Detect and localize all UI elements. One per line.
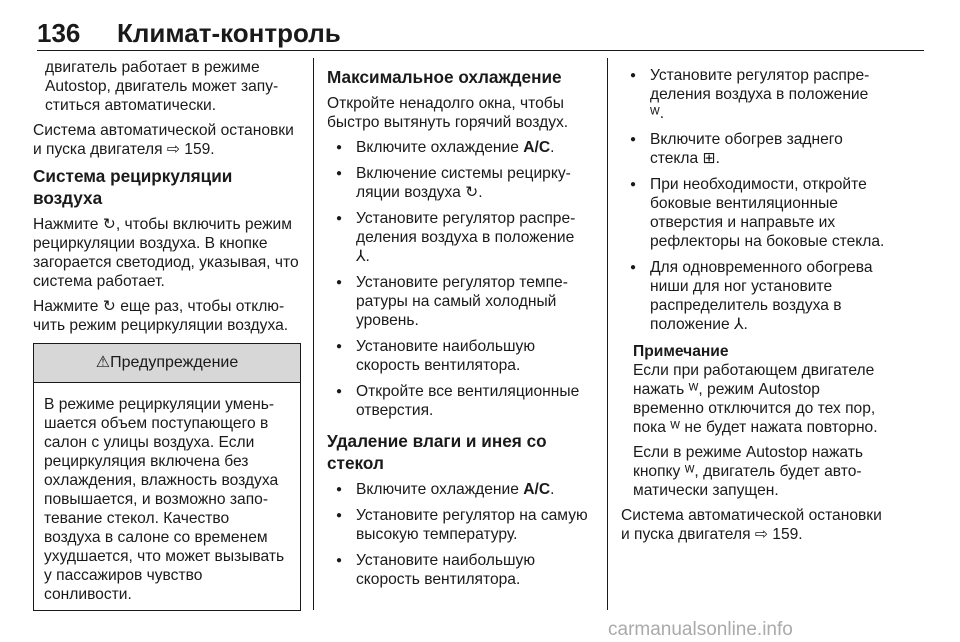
list-item: ● Включение системы рециркуляции воздуха ↻. [327,164,595,202]
reference-link[interactable]: 159. [772,526,803,543]
page-title: Климат-контроль [117,18,341,48]
list-item: ● Установите регулятор распределения воздуха в положение ⅄. [327,209,595,266]
system-reference: Система автоматической остановки и пуска двигателя ⇨ 159. [33,122,294,158]
windshield-defrost-icon: ᵂ [684,463,695,480]
windshield-defrost-icon: ᵂ [670,419,681,436]
column-3 [621,58,889,550]
list-item: ● Включите охлаждение A/C. [327,138,595,157]
intro-text: двигатель работает в режиме Autostop, двигатель может запуститься автоматически. [45,59,279,114]
note-title: Примечание [633,343,729,360]
list-item: ● Откройте все вентиляционные отверстия. [327,382,595,420]
list-item: ● Для одновременного обогрева ниши для ног установите распределитель воздуха в положение ⅄. [621,258,889,334]
list-item: ● Установите регулятор температуры на самый холодный уровень. [327,273,595,330]
windshield-defrost-icon: ᵂ [650,105,660,122]
column-divider [313,58,314,610]
system-reference: Система автоматической остановки и пуска двигателя ⇨ 159. [621,507,882,543]
warning-box [33,343,301,611]
warning-title: Предупреждение [110,354,239,371]
reference-arrow-icon: ⇨ [166,141,180,158]
warning-header [34,344,300,383]
recirculation-off-text: Нажмите ↻ еще раз, чтобы отключить режим рециркуляции воздуха. [33,298,289,334]
page-header [37,0,924,51]
column-1 [33,58,301,611]
recirculation-heading: Система рециркуляции воздуха [33,166,233,208]
watermark: carmanualsonline.info [608,619,793,640]
recirculation-on-text: Нажмите ↻, чтобы включить режим рециркуляции воздуха. В кнопке загорается светодиод, указывая, что система работает. [33,216,299,290]
column-divider [607,58,608,610]
air-distribution-foot-icon: ⅄ [733,316,744,333]
list-item: ● Установите наибольшую скорость вентилятора. [327,551,595,589]
list-item: ● Включите охлаждение A/C. [327,480,595,499]
reference-link[interactable]: 159. [184,141,215,158]
warning-icon: ⚠ [95,354,111,371]
list-item: ● Установите наибольшую скорость вентилятора. [327,337,595,375]
rear-window-heating-icon: ⊞ [702,150,716,167]
windshield-defrost-icon: ᵂ [688,381,699,398]
warning-text: В режиме рециркуляции уменьшается объем поступающего в салон с улицы воздуха. Если рециркуляция включена без охлаждения, влажность воздуха повышается, и возможно запотевание стекол. Качество воздуха в салоне со временем ухудшается, что может вызывать у пассажиров чувство сонливости. [44,396,285,603]
recirculation-icon: ↻ [102,298,116,315]
list-item: ● Установите регулятор распределения воздуха в положение ᵂ. [621,66,889,123]
note-text: Если в режиме Autostop нажать кнопку ᵂ, двигатель будет автоматически запущен. [633,444,864,499]
note-text: Если при работающем двигателе нажать ᵂ, режим Autostop временно отключится до тех пор, пока ᵂ не будет нажата повторно. [633,362,878,436]
column-2 [327,58,595,596]
max-cooling-intro: Откройте ненадолго окна, чтобы быстро вытянуть горячий воздух. [327,95,569,131]
ac-label: A/C [523,139,551,156]
reference-arrow-icon: ⇨ [754,526,768,543]
max-cooling-heading: Максимальное охлаждение [327,67,562,87]
ac-label: A/C [523,481,551,498]
list-item: ● Включите обогрев заднего стекла ⊞. [621,130,889,168]
air-distribution-face-icon: ⅄ [356,248,366,265]
page-number: 136 [37,18,81,48]
defog-heading: Удаление влаги и инея со стекол [327,431,547,473]
list-item: ● При необходимости, откройте боковые вентиляционные отверстия и направьте их рефлекторы на боковые стекла. [621,175,889,251]
recirculation-icon: ↻ [102,216,116,233]
list-item: ● Установите регулятор на самую высокую температуру. [327,506,595,544]
recirculation-icon: ↻ [465,184,479,201]
